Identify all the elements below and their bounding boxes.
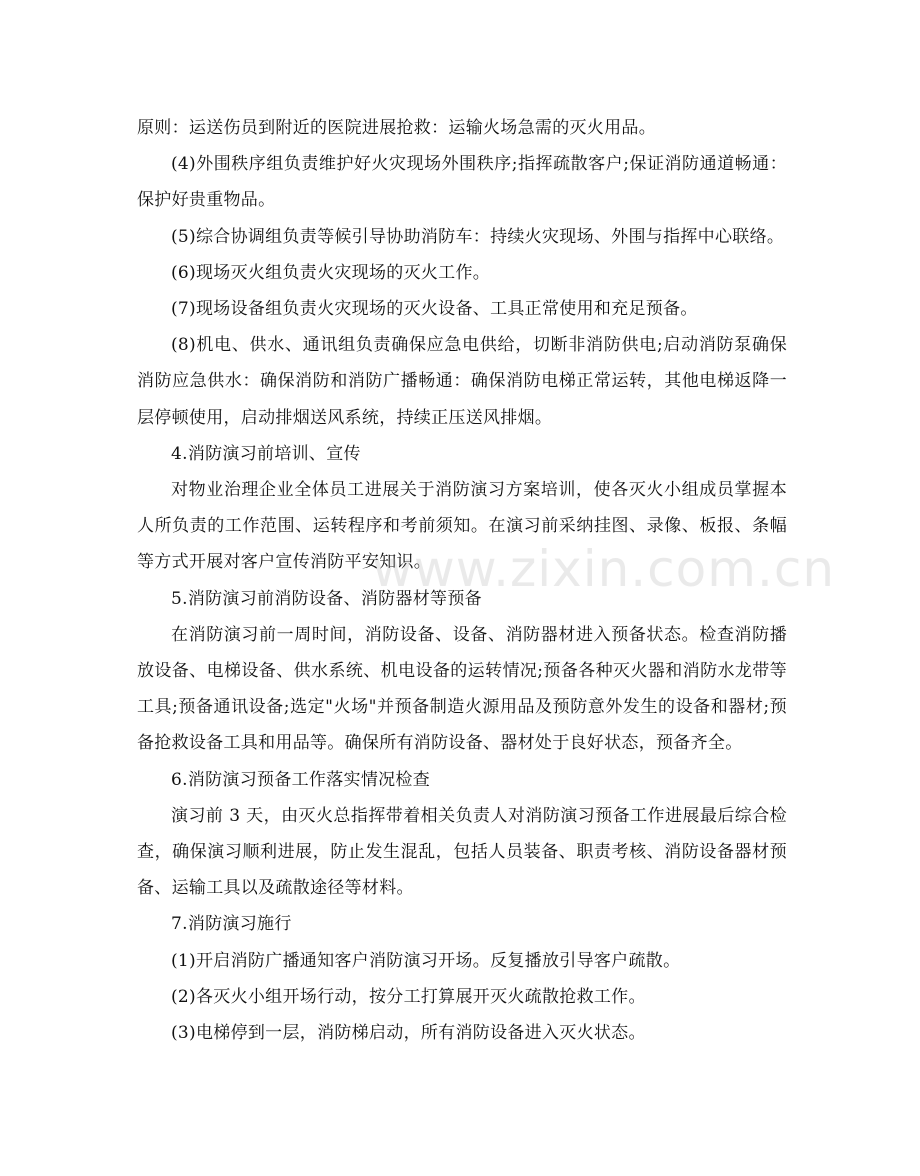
paragraph-7: 对物业治理企业全体员工进展关于消防演习方案培训，使各灭火小组成员掌握本人所负责的工作范围、运转程序和考前须知。在演习前采纳挂图、录像、板报、条幅等方式开展对客户宣传消防平安知识。	[137, 480, 787, 573]
paragraph-11: (2)各灭火小组开场行动，按分工打算展开灭火疏散抢救工作。	[171, 986, 646, 1007]
paragraph-9: 演习前 3 天，由灭火总指挥带着相关负责人对消防演习预备工作进展最后综合检查，确保演习顺利进展，防止发生混乱，包括人员装备、职责考核、消防设备器材预备、运输工具以及疏散途径等材料。	[137, 805, 787, 899]
paragraph-4: (6)现场灭火组负责火灾现场的灭火工作。	[171, 262, 491, 283]
paragraph-6: (8)机电、供水、通讯组负责确保应急电供给，切断非消防供电;启动消防泵确保消防应急供水：确保消防和消防广播畅通：确保消防电梯正常运转，其他电梯返降一层停顿使用，启动排烟送风系统，持续正压送风排烟。	[137, 335, 787, 428]
document-body	[137, 110, 787, 1051]
paragraph-5: (7)现场设备组负责火灾现场的灭火设备、工具正常使用和充足预备。	[171, 299, 698, 320]
section-heading-7: 7.消防演习施行	[171, 914, 292, 935]
paragraph-8: 在消防演习前一周时间，消防设备、设备、消防器材进入预备状态。检查消防播放设备、电梯设备、供水系统、机电设备的运转情况;预备各种灭火器和消防水龙带等工具;预备通讯设备;选定"火场"并预备制造火源用品及预防意外发生的设备和器材;预备抢救设备工具和用品等。确保所有消防设备、器材处于良好状态，预备齐全。	[137, 624, 787, 754]
section-heading-4: 4.消防演习前培训、宣传	[171, 443, 361, 464]
paragraph-1: 原则：运送伤员到附近的医院进展抢救：运输火场急需的灭火用品。	[137, 118, 656, 138]
paragraph-3: (5)综合协调组负责等候引导协助消防车：持续火灾现场、外围与指挥中心联络。	[171, 226, 785, 247]
paragraph-12: (3)电梯停到一层，消防梯启动，所有消防设备进入灭火状态。	[171, 1023, 646, 1044]
section-heading-5: 5.消防演习前消防设备、消防器材等预备	[171, 588, 482, 609]
paragraph-10: (1)开启消防广播通知客户消防演习开场。反复播放引导客户疏散。	[171, 950, 681, 971]
watermark: www.zixin.com.cn	[372, 540, 836, 598]
paragraph-2: (4)外围秩序组负责维护好火灾现场外围秩序;指挥疏散客户;保证消防通道畅通：保护好贵重物品。	[137, 154, 787, 211]
section-heading-6: 6.消防演习预备工作落实情况检查	[171, 769, 431, 790]
